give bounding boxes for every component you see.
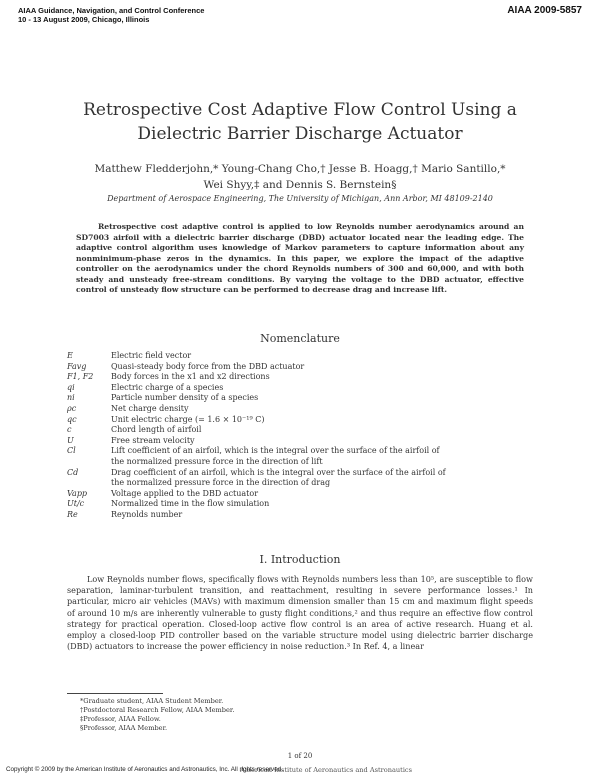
nomenclature-heading: Nomenclature bbox=[260, 332, 340, 345]
authors-line-1: Matthew Fledderjohn,* Young-Chang Cho,† Jesse B. Hoagg,† Mario Santillo,* bbox=[94, 163, 506, 175]
nomenclature-symbol: ρc bbox=[67, 403, 77, 413]
nomenclature-row bbox=[67, 372, 531, 383]
nomenclature-definition: Normalized time in the flow simulation bbox=[111, 499, 270, 509]
nomenclature-definition: Drag coefficient of an airfoil, which is the integral over the surface of the airfoil of bbox=[111, 467, 446, 477]
nomenclature-symbol: E bbox=[67, 351, 73, 360]
introduction-heading: I. Introduction bbox=[259, 553, 341, 566]
nomenclature-row bbox=[67, 425, 531, 436]
nomenclature-definition: Free stream velocity bbox=[111, 435, 195, 445]
document-number: AIAA 2009-5857 bbox=[507, 5, 582, 16]
nomenclature-row bbox=[67, 362, 531, 373]
footnote: §Professor, AIAA Member. bbox=[80, 724, 168, 732]
conference-line-1: AIAA Guidance, Navigation, and Control Conference bbox=[18, 6, 205, 15]
nomenclature-definition: Chord length of airfoil bbox=[111, 425, 202, 435]
nomenclature-definition: Particle number density of a species bbox=[111, 393, 259, 403]
nomenclature-row bbox=[67, 404, 531, 415]
nomenclature-symbol: ni bbox=[67, 393, 75, 403]
nomenclature-definition: Unit electric charge (= 1.6 × 10⁻¹⁹ C) bbox=[111, 414, 265, 424]
nomenclature-definition: Body forces in the x1 and x2 directions bbox=[111, 372, 270, 382]
nomenclature-row bbox=[67, 510, 531, 521]
footnote: *Graduate student, AIAA Student Member. bbox=[80, 697, 224, 705]
nomenclature-table bbox=[67, 351, 531, 521]
nomenclature-symbol: Favg bbox=[67, 361, 87, 371]
nomenclature-definition: Net charge density bbox=[111, 403, 189, 413]
nomenclature-row bbox=[67, 446, 531, 457]
nomenclature-definition: Quasi-steady body force from the DBD actuator bbox=[111, 361, 305, 371]
nomenclature-row bbox=[67, 351, 531, 362]
nomenclature-symbol: Cl bbox=[67, 446, 76, 456]
nomenclature-row bbox=[67, 457, 531, 468]
nomenclature-row bbox=[67, 468, 531, 479]
footnotes bbox=[80, 697, 234, 733]
nomenclature-row bbox=[67, 415, 531, 426]
nomenclature-symbol: Cd bbox=[67, 467, 79, 477]
nomenclature-definition: Reynolds number bbox=[111, 509, 183, 519]
nomenclature-symbol: qi bbox=[67, 382, 75, 392]
nomenclature-symbol: qc bbox=[67, 414, 77, 424]
nomenclature-row bbox=[67, 436, 531, 447]
title-line-2: Dielectric Barrier Discharge Actuator bbox=[137, 124, 463, 144]
copyright-notice: Copyright © 2009 by the American Institute of Aeronautics and Astronautics, Inc. All rights reserved. bbox=[6, 766, 283, 773]
nomenclature-row bbox=[67, 393, 531, 404]
nomenclature-symbol: Ut/c bbox=[67, 499, 85, 509]
nomenclature-definition: the normalized pressure force in the direction of drag bbox=[111, 478, 331, 488]
page-number: 1 of 20 bbox=[287, 752, 313, 760]
nomenclature-symbol: U bbox=[67, 435, 74, 445]
author-list bbox=[80, 161, 520, 193]
publisher: American Institute of Aeronautics and Astronautics bbox=[240, 766, 413, 774]
nomenclature-definition: Electric field vector bbox=[111, 351, 192, 360]
introduction-paragraph: Low Reynolds number flows, specifically flows with Reynolds numbers less than 10⁵, are susceptible to flow separation, laminar-turbulent transition, and reattachment, resulting in severe performance losses.¹ In particular, micro air vehicles (MAVs) with maximum dimension smaller than 15 cm and maximum flight speeds of around 10 m/s are inherently vulnerable to gusty flight conditions,² and thus require an effective flow control strategy for practical operation. Closed-loop active flow control is an area of active research. Huang et al. employ a closed-loop PID controller based on the variable structure model using dielectric barrier discharge (DBD) actuators to increase the power efficiency in noise reduction.³ In Ref. 4, a linear bbox=[67, 574, 533, 652]
paper-title bbox=[60, 98, 540, 146]
nomenclature-definition: the normalized pressure force in the direction of lift bbox=[111, 456, 323, 466]
footnote-divider bbox=[67, 693, 163, 694]
footnote: †Postdoctoral Research Fellow, AIAA Member. bbox=[80, 706, 235, 714]
nomenclature-definition: Electric charge of a species bbox=[111, 382, 224, 392]
title-line-1: Retrospective Cost Adaptive Flow Control Using a bbox=[83, 100, 517, 120]
nomenclature-symbol: Re bbox=[67, 509, 78, 519]
nomenclature-symbol: c bbox=[67, 425, 72, 435]
affiliation: Department of Aerospace Engineering, The University of Michigan, Ann Arbor, MI 48109-2140 bbox=[107, 194, 493, 203]
nomenclature-row bbox=[67, 489, 531, 500]
nomenclature-definition: Lift coefficient of an airfoil, which is the integral over the surface of the airfoil of bbox=[111, 446, 440, 456]
authors-line-2: Wei Shyy,‡ and Dennis S. Bernstein§ bbox=[203, 179, 397, 191]
nomenclature-row bbox=[67, 499, 531, 510]
nomenclature-symbol: Vapp bbox=[67, 488, 88, 498]
conference-line-2: 10 - 13 August 2009, Chicago, Illinois bbox=[18, 15, 150, 24]
nomenclature-symbol bbox=[67, 457, 111, 468]
nomenclature-definition: Voltage applied to the DBD actuator bbox=[111, 488, 259, 498]
footnote: ‡Professor, AIAA Fellow. bbox=[80, 715, 161, 723]
nomenclature-symbol: F1, F2 bbox=[67, 372, 94, 382]
nomenclature-symbol bbox=[67, 478, 111, 489]
nomenclature-row bbox=[67, 478, 531, 489]
nomenclature-row bbox=[67, 383, 531, 394]
abstract: Retrospective cost adaptive control is applied to low Reynolds number aerodynamics around an SD7003 airfoil with a dielectric barrier discharge (DBD) actuator located near the leading edge. The adaptive control algorithm uses knowledge of Markov parameters to capture information about any nonminimum-phase zeros in the dynamics. In this paper, we explore the impact of the adaptive controller on the aerodynamics under the chord Reynolds numbers of 300 and 60,000, and with both steady and unsteady free-stream conditions. By varying the voltage to the DBD actuator, effective control of unsteady flow structure can be performed to decrease drag and increase lift. bbox=[76, 222, 524, 294]
